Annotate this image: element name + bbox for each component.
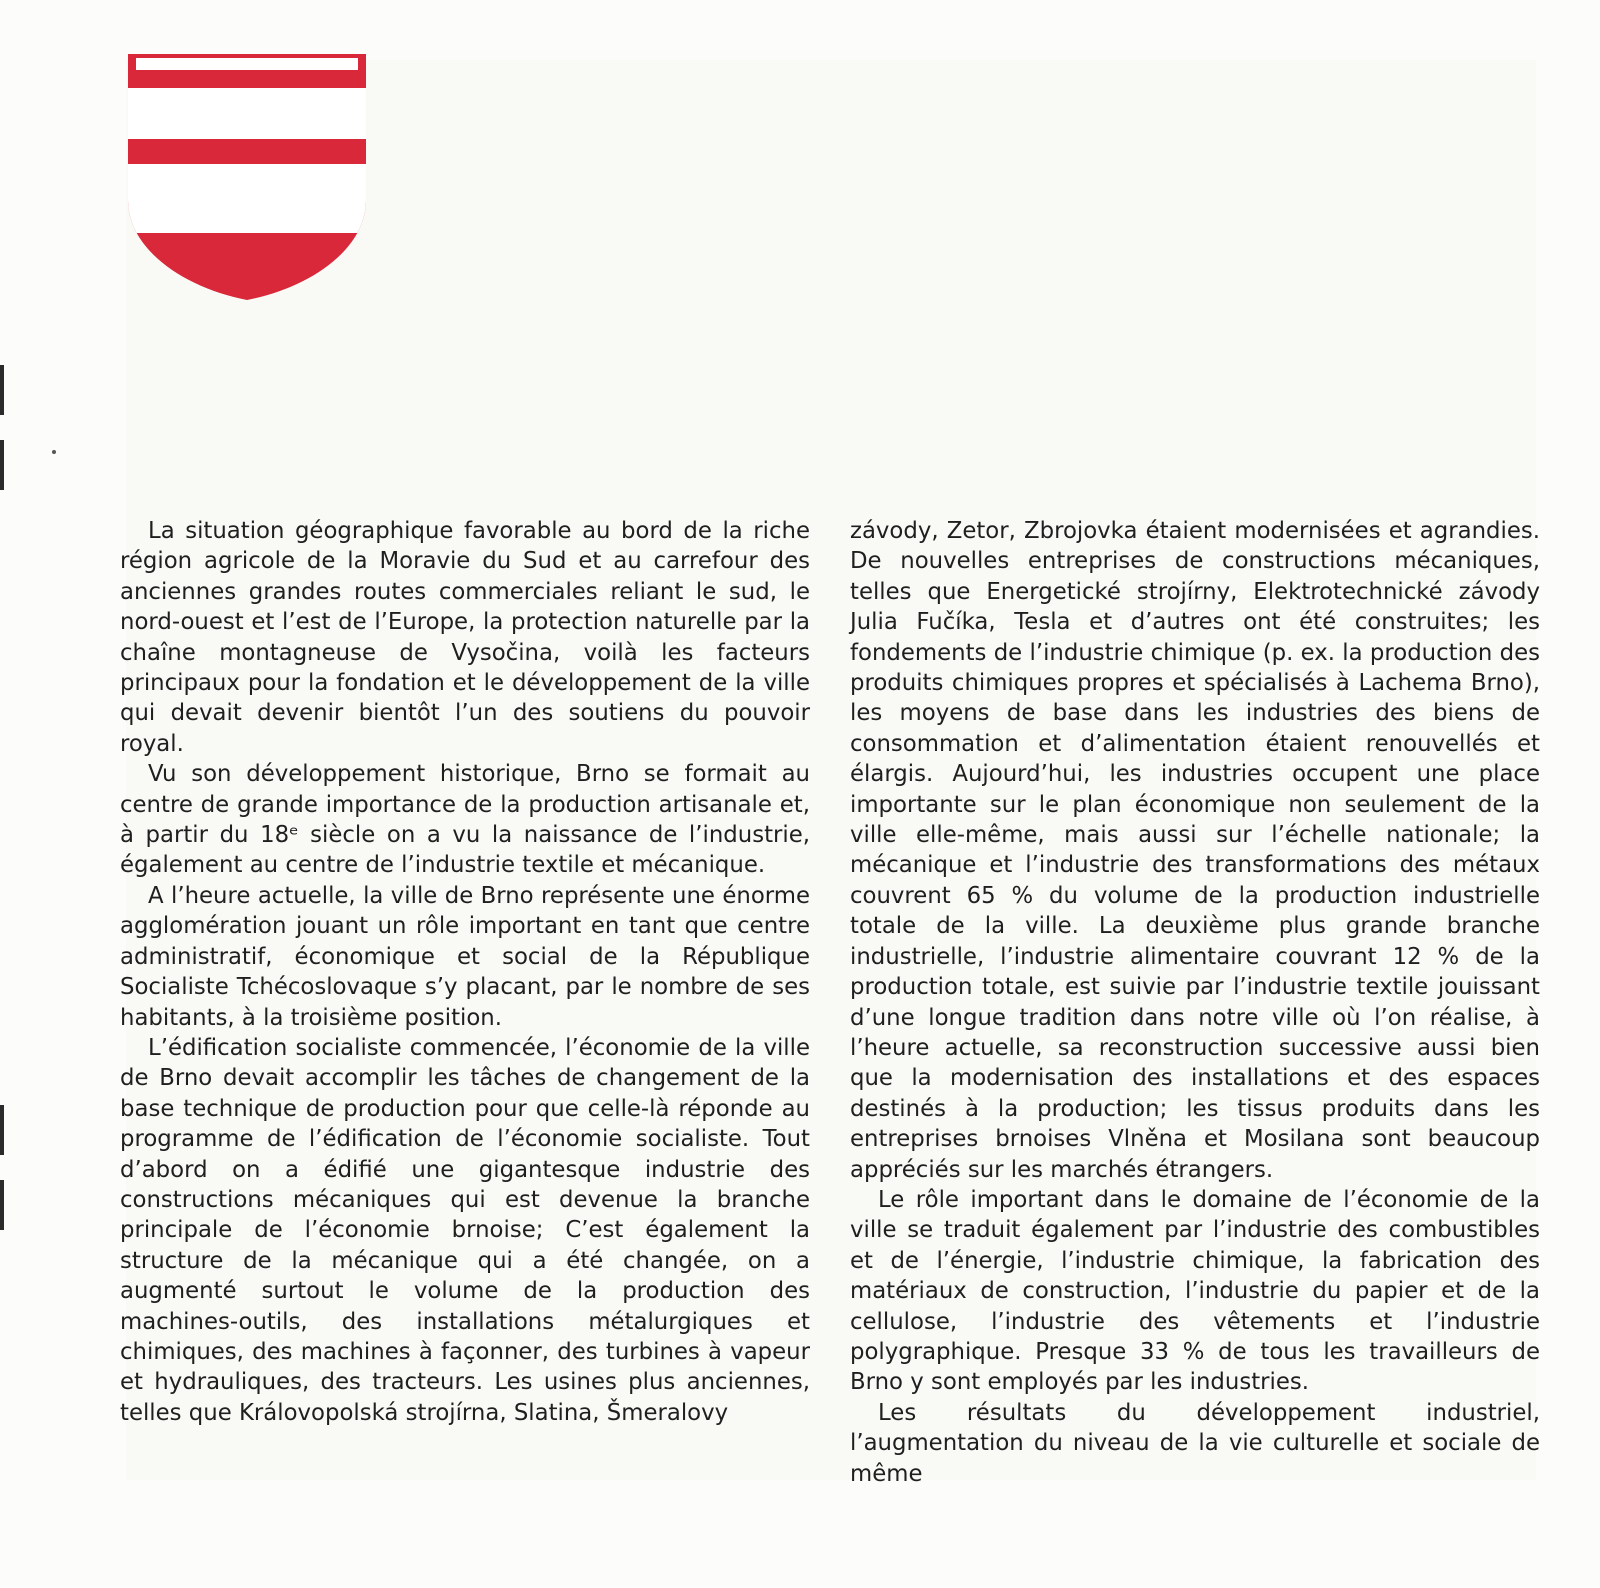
binding-mark <box>0 365 4 415</box>
brno-coat-of-arms-icon <box>124 50 370 302</box>
shield-white-stripe-middle <box>124 164 370 233</box>
shield-white-stripe-thin <box>136 58 358 70</box>
binding-mark <box>0 440 4 490</box>
shield-white-stripe-top <box>124 88 370 139</box>
paragraph: Le rôle important dans le domaine de l’économie de la ville se traduit également par l’industrie des combustibles et de l’énergie, l’industrie chimique, la fabrication des matériaux de construction, l’industrie du papier et de la cellulose, l’industrie des vêtements et l’industrie polygraphique. Presque 33 % de tous les travailleurs de Brno y sont employés par les industries. <box>850 1186 1540 1396</box>
paragraph: A l’heure actuelle, la ville de Brno représente une énorme agglomération jouant un rôle important en tant que centre administratif, économique et social de la République Socialiste Tchécoslovaque s’y placant, par le nombre de ses habitants, à la troisième position. <box>120 882 810 1031</box>
paragraph: Vu son développement historique, Brno se formait au centre de grande importance de la production artisanale et, à partir du 18ᵉ siècle on a vu la naissance de l’industrie, également au centre de l’industrie textile et mécanique. <box>120 761 810 879</box>
paragraph: La situation géographique favorable au bord de la riche région agricole de la Moravie du Sud et au carrefour des anciennes grandes routes commerciales reliant le sud, le nord-ouest et l’est de l’Europe, la protection naturelle par la chaîne montagneuse de Vysočina, voilà les facteurs principaux pour la fondation et le développement de la ville qui devait devenir bientôt l’un des soutiens du pouvoir royal. <box>120 518 810 757</box>
left-column <box>120 516 810 1428</box>
paragraph: Les résultats du développement industriel, l’augmentation du niveau de la vie culturelle et sociale de même <box>850 1399 1540 1487</box>
paragraph: závody, Zetor, Zbrojovka étaient modernisées et agrandies. De nouvelles entreprises de constructions mécaniques, telles que Energetické strojírny, Elektrotechnické závody Julia Fučíka, Tesla et d’autres ont été construites; les fondements de l’industrie chimique (p. ex. la production des produits chimiques propres et spécialisés à Lachema Brno), les moyens de base dans les industries des biens de consommation et d’alimentation étaient renouvellés et élargis. Aujourd’hui, les industries occupent une place importante sur le plan économique non seulement de la ville elle-même, mais aussi sur l’échelle nationale; la mécanique et l’industrie des transformations des métaux couvrent 65 % du volume de la production industrielle totale de la ville. La deuxième plus grande branche industrielle, l’industrie alimentaire couvrant 12 % de la production totale, est suivie par l’industrie textile jouissant d’une longue tradition dans notre ville où l’on réalise, à l’heure actuelle, sa reconstruction successive aussi bien que la modernisation des installations et des espaces destinés à la production; les tissus produits dans les entreprises brnoises Vlněna et Mosilana sont beaucoup appréciés sur les marchés étrangers. <box>850 518 1540 1183</box>
right-column <box>850 516 1540 1489</box>
binding-mark <box>0 1180 4 1230</box>
paragraph: L’édification socialiste commencée, l’économie de la ville de Brno devait accomplir les tâches de changement de la base technique de production pour que celle-là réponde au programme de l’édification de l’économie socialiste. Tout d’abord on a édifié une gigantesque industrie des constructions mécaniques qui est devenue la branche principale de l’économie brnoise; C’est également la structure de la mécanique qui a été changée, on a augmenté surtout le volume de la production des machines-outils, des installations métalurgiques et chimiques, des machines à façonner, des turbines à vapeur et hydrauliques, des tracteurs. Les usines plus anciennes, telles que Královopolská strojírna, Slatina, Šmeralovy <box>120 1034 810 1426</box>
binding-mark <box>0 1105 4 1155</box>
shield-graphic <box>124 50 370 302</box>
paper-speck <box>52 450 56 454</box>
